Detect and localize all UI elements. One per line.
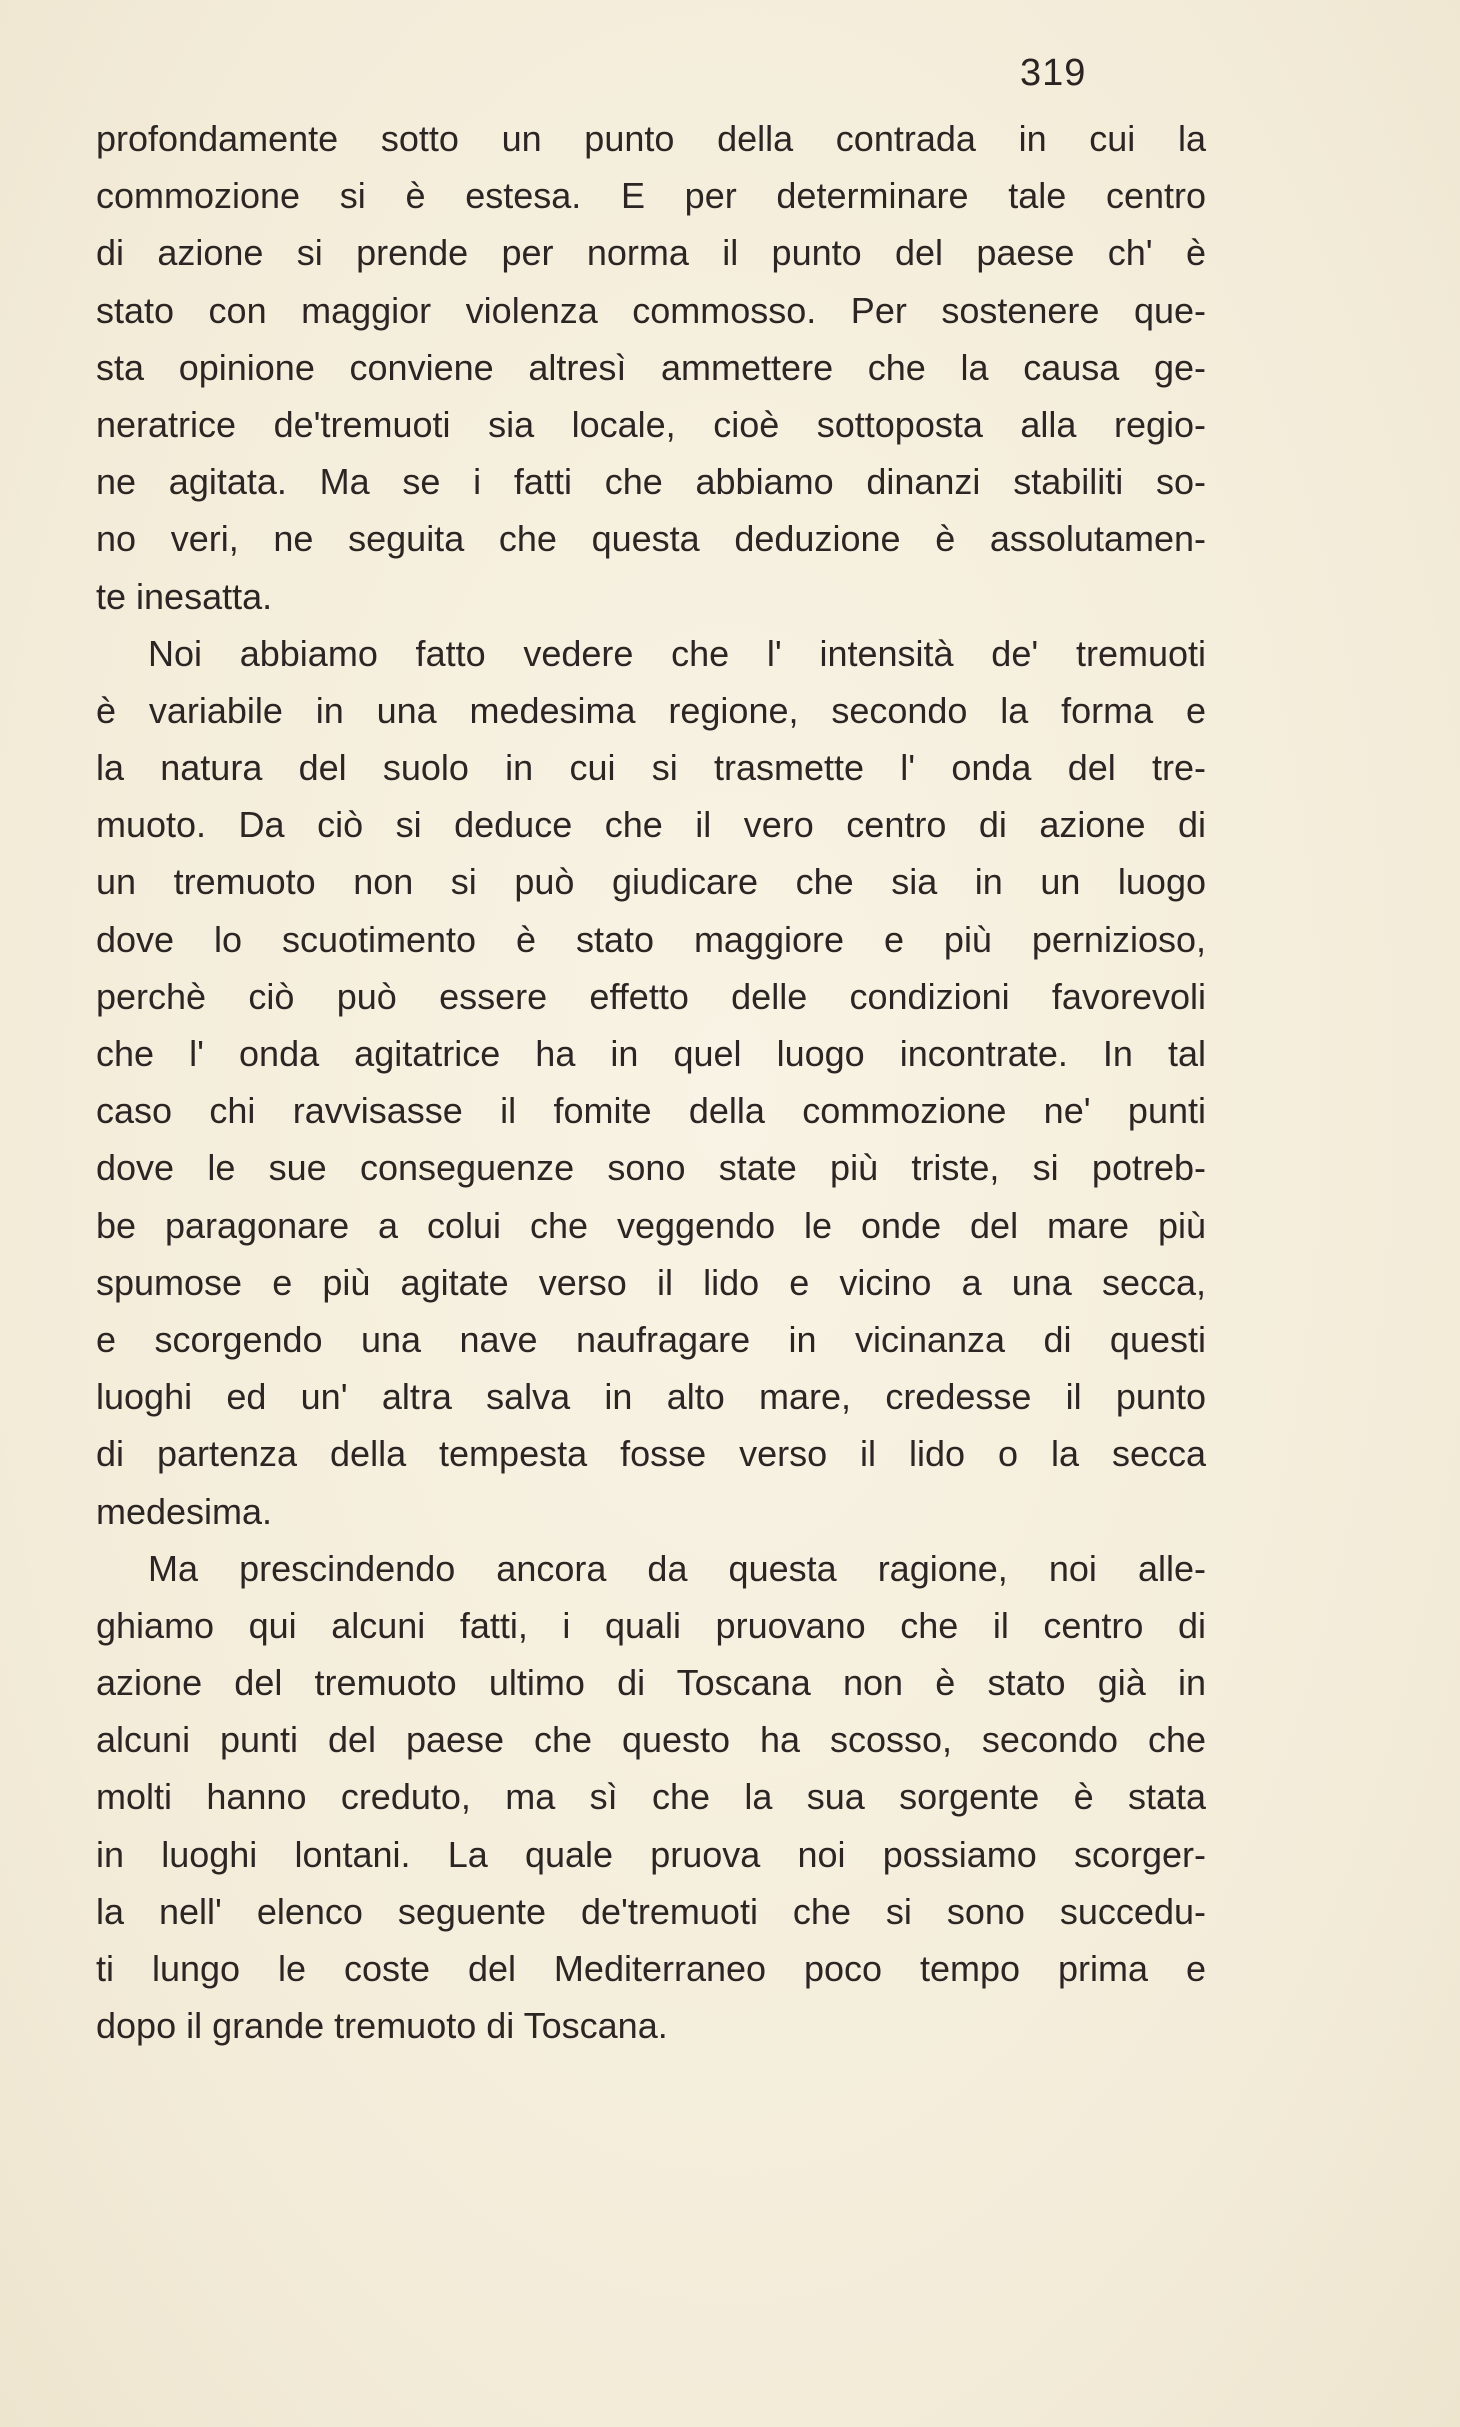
text-line: in luoghi lontani. La quale pruova noi possiamo scorger- (96, 1833, 1206, 1875)
paragraph-3 (96, 1540, 1206, 2055)
text-line: no veri, ne seguita che questa deduzione è assolutamen- (96, 518, 1206, 560)
text-line: muoto. Da ciò si deduce che il vero centro di azione di (96, 804, 1206, 846)
text-line: dopo il grande tremuoto di Toscana. (96, 2005, 668, 2047)
text-line: sta opinione conviene altresì ammettere che la causa ge- (96, 346, 1206, 388)
text-line: ti lungo le coste del Mediterraneo poco tempo prima e (96, 1948, 1206, 1989)
text-line: di partenza della tempesta fosse verso il lido o la secca (96, 1433, 1206, 1475)
text-line: che l' onda agitatrice ha in quel luogo incontrate. In tal (96, 1033, 1206, 1074)
text-line: stato con maggior violenza commosso. Per sostenere que- (96, 289, 1206, 331)
text-line: commozione si è estesa. E per determinare tale centro (96, 175, 1206, 217)
paragraph-1 (96, 110, 1206, 625)
text-line: ghiamo qui alcuni fatti, i quali pruovano che il centro di (96, 1604, 1206, 1646)
text-line: dove lo scuotimento è stato maggiore e più pernizioso, (96, 918, 1206, 960)
text-line: te inesatta. (96, 575, 273, 617)
text-line: è variabile in una medesima regione, secondo la forma e (96, 689, 1206, 731)
text-line: alcuni punti del paese che questo ha scosso, secondo che (96, 1719, 1206, 1761)
text-line: e scorgendo una nave naufragare in vicinanza di questi (96, 1318, 1206, 1360)
text-line: luoghi ed un' altra salva in alto mare, credesse il punto (96, 1376, 1206, 1418)
text-line: be paragonare a colui che veggendo le onde del mare più (96, 1204, 1206, 1246)
text-line: di azione si prende per norma il punto del paese ch' è (96, 232, 1206, 274)
text-line: Noi abbiamo fatto vedere che l' intensità de' tremuoti (148, 632, 1206, 674)
text-line: profondamente sotto un punto della contrada in cui la (96, 118, 1206, 159)
text-line: Ma prescindendo ancora da questa ragione, noi alle- (148, 1547, 1206, 1589)
text-line: ne agitata. Ma se i fatti che abbiamo dinanzi stabiliti so- (96, 461, 1206, 503)
text-line: azione del tremuoto ultimo di Toscana non è stato già in (96, 1662, 1206, 1704)
text-line: la nell' elenco seguente de'tremuoti che si sono succedu- (96, 1890, 1206, 1932)
paragraph-2 (96, 625, 1206, 1540)
text-line: molti hanno creduto, ma sì che la sua sorgente è stata (96, 1776, 1206, 1818)
text-line: medesima. (96, 1490, 273, 1532)
text-line: la natura del suolo in cui si trasmette l' onda del tre- (96, 747, 1206, 789)
text-line: spumose e più agitate verso il lido e vicino a una secca, (96, 1261, 1206, 1303)
text-line: dove le sue conseguenze sono state più triste, si potreb- (96, 1147, 1206, 1189)
text-line: caso chi ravvisasse il fomite della commozione ne' punti (96, 1090, 1206, 1132)
page-number: 319 (1020, 52, 1087, 94)
body-text (96, 110, 1206, 2054)
text-line: perchè ciò può essere effetto delle condizioni favorevoli (96, 975, 1206, 1017)
text-line: un tremuoto non si può giudicare che sia in un luogo (96, 861, 1206, 903)
text-line: neratrice de'tremuoti sia locale, cioè sottoposta alla regio- (96, 403, 1206, 445)
